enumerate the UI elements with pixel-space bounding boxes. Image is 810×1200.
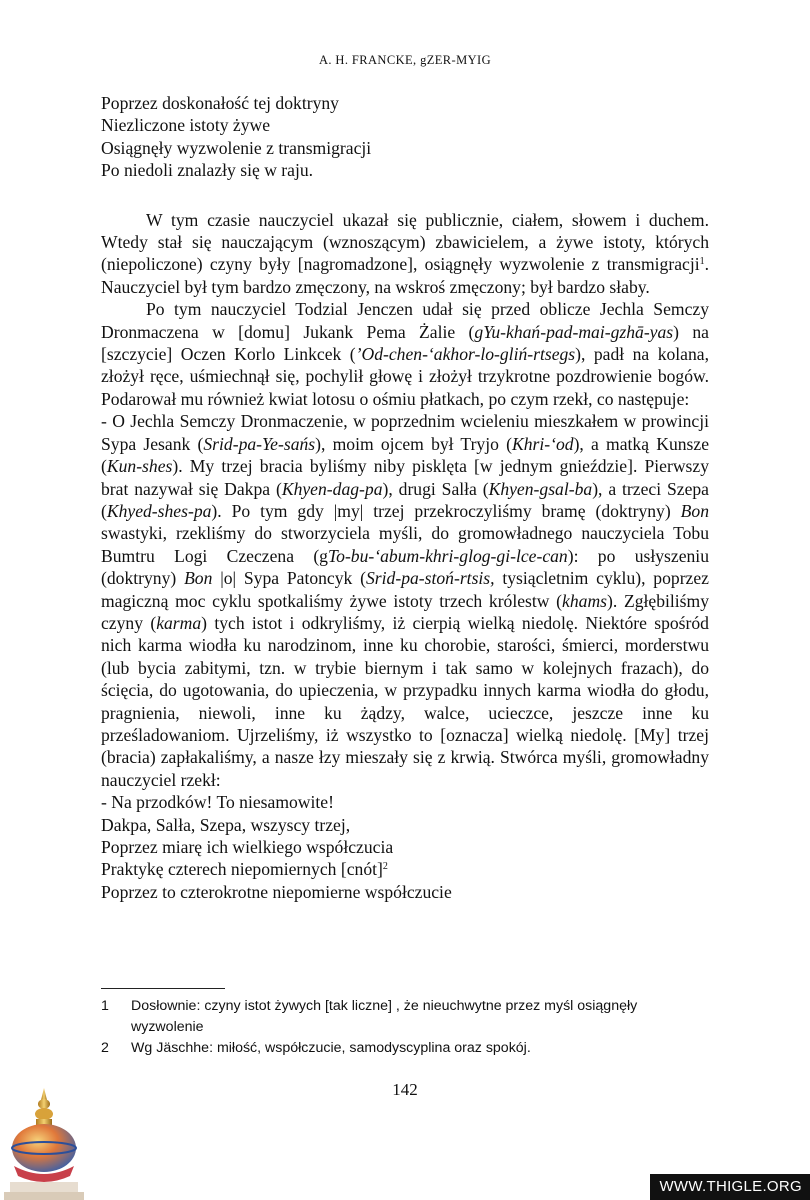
- verse-line: Po niedoli znalazły się w raju.: [101, 160, 314, 181]
- verse-line: Poprzez doskonałość tej doktryny: [101, 93, 339, 113]
- verse-1: [101, 92, 709, 182]
- verse-2: [101, 791, 709, 903]
- stupa-ornament-icon: [0, 1086, 110, 1200]
- paragraph-2: Po tym nauczyciel Todzial Jenczen udał się przed oblicze Jechla Semczy Dronmaczena w [domu] Jukank Pema Żalie (gYu-khań-pad-mai-gzhā-yas) na [szczycie] Oczen Korlo Linkcek (’Od-chen-‘akhor-lo-gliń-rtsegs), padł na kolana, złożył ręce, uśmiechnął się, pochylił głowę i złożył trzykrotne pozdrowienie bogów. Podarował mu również kwiat lotosu o ośmiu płatkach, po czym rzekł, co następuje:: [101, 299, 709, 409]
- page-body: [101, 92, 709, 903]
- verse-line: Poprzez miarę ich wielkiego współczucia: [101, 837, 394, 857]
- paragraph-3: - O Jechla Semczy Dronmaczenie, w poprzednim wcieleniu mieszkałem w prowincji Sypa Jesank (Srid-pa-Ye-sańs), moim ojcem był Tryjo (Khri-‘od), a matką Kunsze (Kun-shes). My trzej bracia byliśmy niby pisklęta [w jednym gnieździe]. Pierwszy brat nazywał się Dakpa (Khyen-dag-pa), drugi Salła (Khyen-gsal-ba), a trzeci Szepa (Khyed-shes-pa). Po tym gdy |my| trzej przekroczyliśmy bramę (doktryny) Bon swastyki, rzekliśmy do stworzyciela myśli, do gromowładnego nauczyciela Tobu Bumtru Logi Czeczena (gTo-bu-‘abum-khri-glog-gi-lce-can): po usłyszeniu (doktryny) Bon |o| Sypa Patoncyk (Srid-pa-stoń-rtsis, tysiącletnim cyklu), poprzez magiczną moc cyklu spotkaliśmy żywe istoty trzech królestw (khams). Zgłębiliśmy czyny (karma) tych istot i odkryliśmy, iż cierpią wielką niedolę. Niektóre spośród nich karma wiodła ku narodzinom, inne ku chorobie, starości, śmierci, morderstwu (lub bycia zabitymi, tzn. w trybie biernym i tak samo w kolejnych frazach), do ścięcia, do ugotowania, do upieczenia, w przypadku innych karma wiodła do głodu, pragnienia, niewoli, inne ku żądzy, walce, ucieczce, jeszcze inne ku prześladowaniom. Ujrzeliśmy, iż wszystko to [oznacza] wielką niedolę. [My] trzej (bracia) zapłakaliśmy, a nasze łzy mieszały się z krwią. Stwórca myśli, gromowładny nauczyciel rzekł:: [101, 411, 710, 790]
- footnote-2: 2 Wg Jäschhe: miłość, współczucie, samodyscyplina oraz spokój.: [101, 1040, 531, 1056]
- verse-line: Dakpa, Salła, Szepa, wszyscy trzej,: [101, 814, 351, 835]
- running-header: A. H. FRANCKE, gZER-MYIG: [318, 53, 492, 67]
- paragraph-1: W tym czasie nauczyciel ukazał się publicznie, ciałem, słowem i duchem. Wtedy stał się nauczającym (wznoszącym) zbawicielem, a żywe istoty, których (niepoliczone) czyny były [nagromadzone], osiągnęły wyzwolenie z transmigracji$^1$. Nauczyciel był tym bardzo zmęczony, na wskroś zmęczony; był bardzo słaby.: [101, 209, 709, 297]
- verse-line: Osiągnęły wyzwolenie z transmigracji: [101, 137, 372, 158]
- footnote-separator: [101, 988, 225, 989]
- footnotes: [101, 996, 709, 1059]
- verse-line: Niezliczone istoty żywe: [101, 115, 271, 136]
- verse-line: - Na przodków! To niesamowite!: [101, 792, 334, 813]
- verse-line: Poprzez to czterokrotne niepomierne współczucie: [101, 881, 452, 902]
- footnote-ref[interactable]: 2: [382, 861, 388, 873]
- site-watermark: WWW.THIGLE.ORG: [650, 1174, 810, 1200]
- footnote-ref[interactable]: 1: [699, 256, 705, 268]
- footnote-1: 1 Dosłownie: czyny istot żywych [tak liczne] , że nieuchwytne przez myśl osiągnęły wyzwolenie: [101, 998, 638, 1035]
- verse-line: Praktykę czterech niepomiernych [cnót]$^2$: [101, 859, 388, 880]
- page-number: 142: [392, 1080, 418, 1099]
